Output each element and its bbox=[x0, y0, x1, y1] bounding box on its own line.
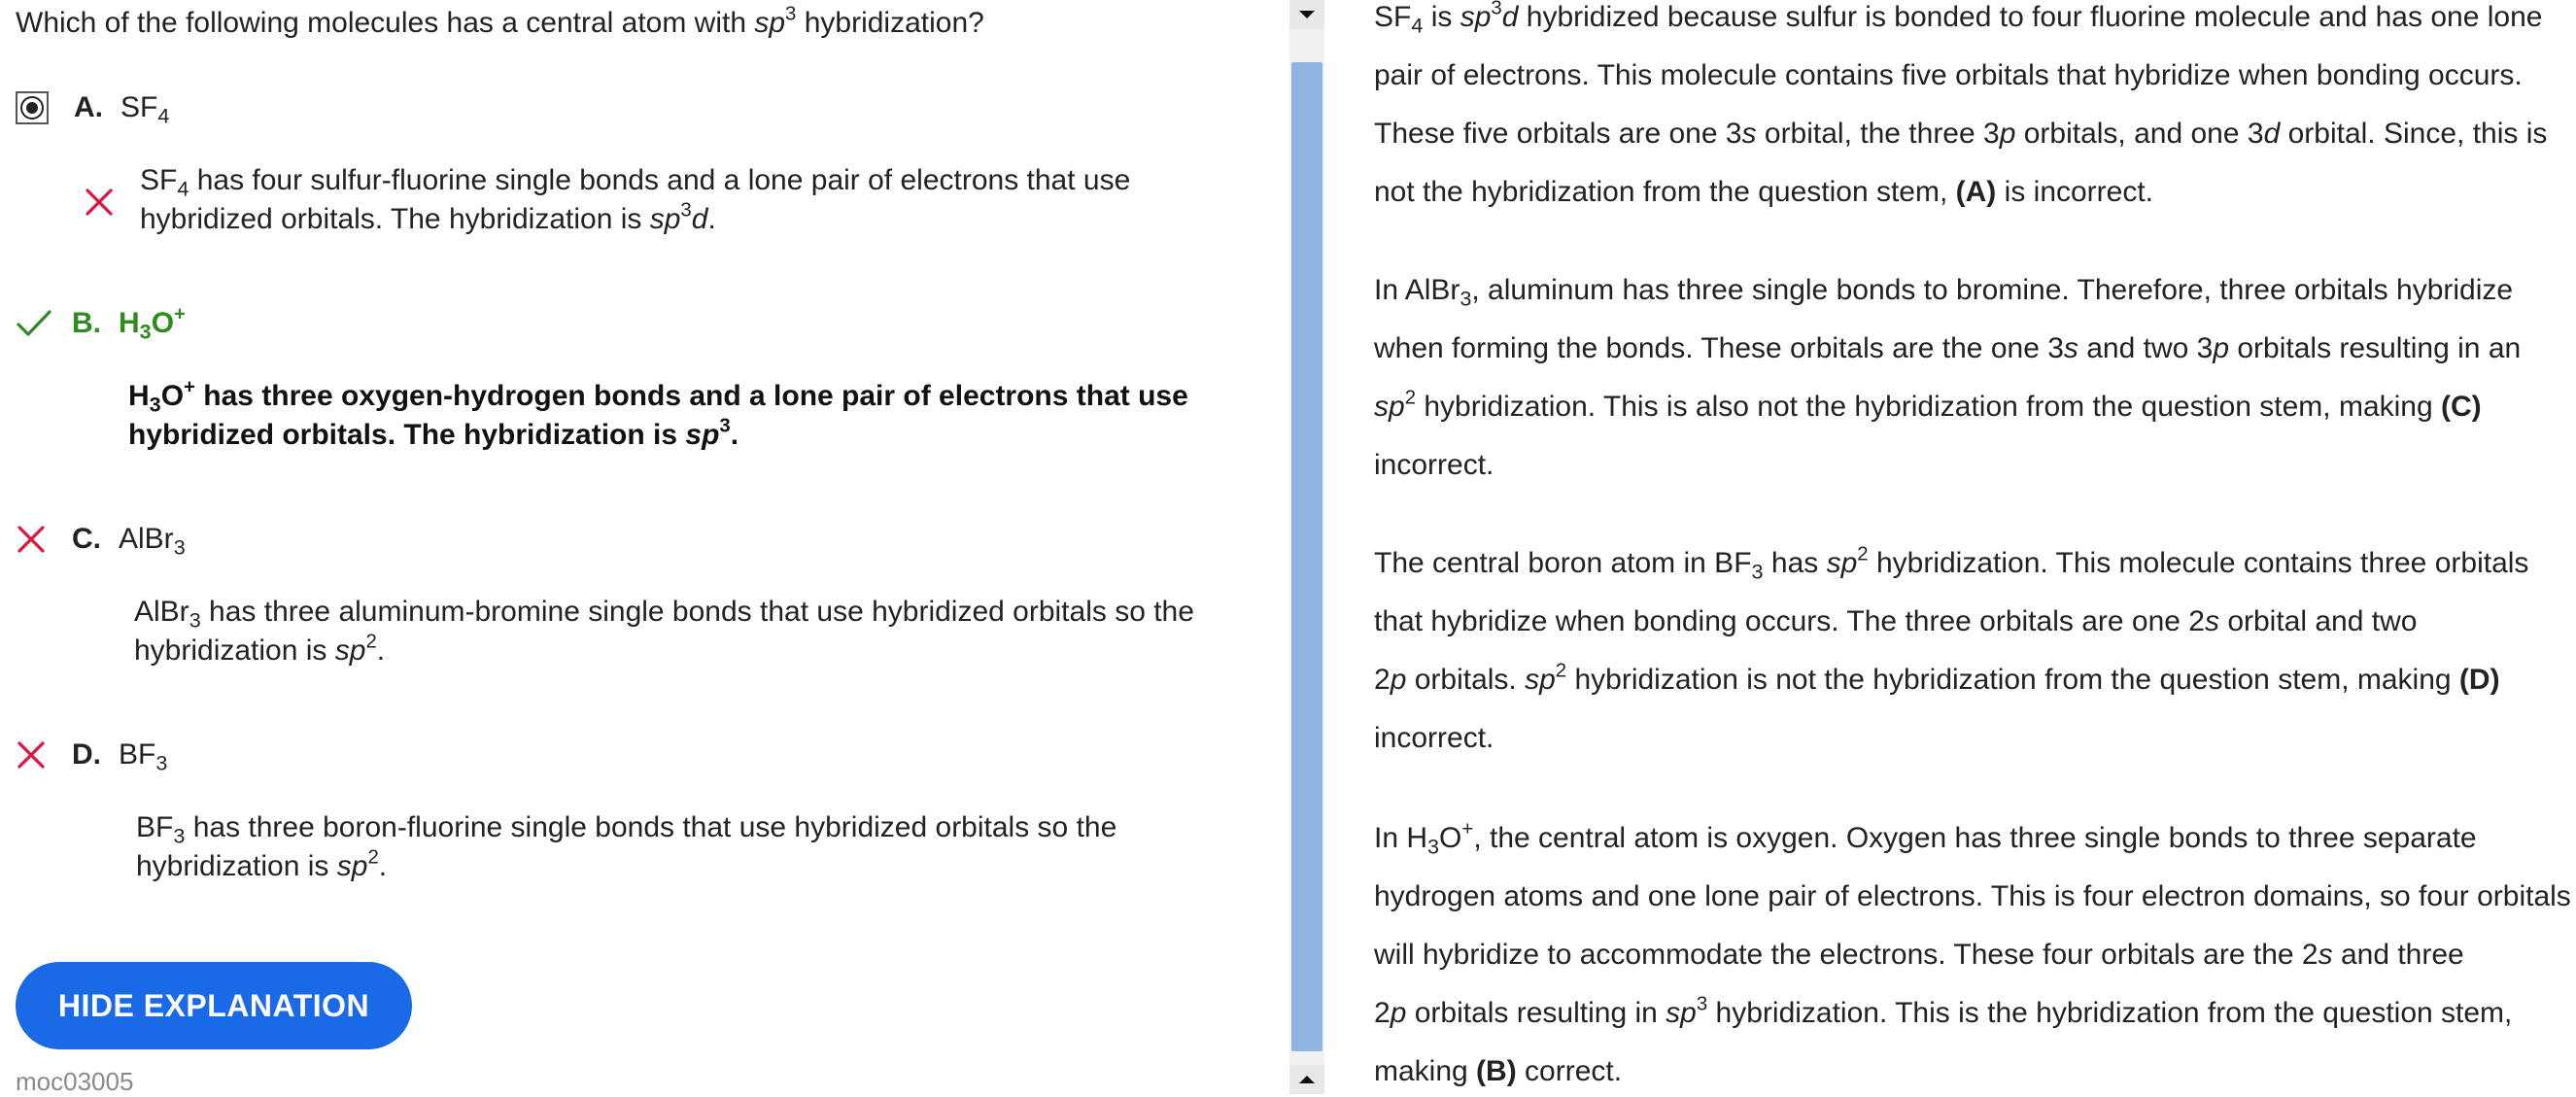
option-b-formula: $H_3O^+$ bbox=[119, 303, 186, 344]
question-sup: 3 bbox=[785, 3, 797, 25]
option-d-explanation: $BF_3$ has three boron-fluorine single bonds that use hybridized orbitals so the hybridization is $sp^2$. bbox=[136, 811, 1117, 882]
scroll-down-arrow-icon[interactable] bbox=[1289, 1065, 1324, 1094]
x-mark-icon bbox=[16, 524, 58, 555]
x-mark-icon bbox=[16, 739, 58, 771]
option-d[interactable] bbox=[16, 733, 167, 777]
option-a[interactable] bbox=[16, 86, 169, 130]
check-mark-icon bbox=[16, 309, 58, 338]
explanation-pane bbox=[1374, 0, 2576, 1094]
radio-selected-icon[interactable] bbox=[16, 91, 49, 124]
option-b[interactable] bbox=[16, 301, 186, 346]
explanation-paragraph-h3o: In $H_3O^+$, the central atom is oxygen. Oxygen has three single bonds to three separate hydrogen atoms and one lone pair of electrons. This is four electron domains, so four orbitals will hybridize to accommodate the electrons. These four orbitals are the 2s and three 2p orbitals resulting in $sp^3$ hybridization. This is the hybridization from the question stem, making (B) correct. bbox=[1374, 818, 2571, 1087]
question-id: moc03005 bbox=[16, 1067, 134, 1096]
question-text: Which of the following molecules has a central atom with bbox=[16, 7, 755, 39]
option-a-formula: $SF_4$ bbox=[120, 91, 170, 128]
option-c-formula: AlBr$_3$ bbox=[119, 523, 186, 560]
explanation-paragraph-albr3: In AlBr$_3$, aluminum has three single bonds to bromine. Therefore, three orbitals hybridize when forming the bonds. These orbitals are the one 3s and two 3p orbitals resulting in an $sp^2$ hybridization. This is also not the hybridization from the question stem, making (C) incorrect. bbox=[1374, 274, 2522, 481]
explanation-paragraph-bf3: The central boron atom in $BF_3$ has $sp^2$ hybridization. This molecule contains three orbitals that hybridize when bonding occurs. The three orbitals are one 2s orbital and two 2p orbitals. $sp^2$ hybridization is not the hybridization from the question stem, making (D) incorrect. bbox=[1374, 543, 2529, 754]
option-a-explanation: $SF_4$ has four sulfur-fluorine single bonds and a lone pair of electrons that use hybridized orbitals. The hybridization is $sp^3d$. bbox=[84, 161, 1130, 239]
option-d-formula: $BF_3$ bbox=[119, 738, 168, 775]
scroll-up-arrow-icon[interactable] bbox=[1289, 0, 1324, 29]
hide-explanation-button[interactable]: HIDE EXPLANATION bbox=[16, 962, 412, 1049]
x-mark-icon bbox=[84, 165, 126, 239]
option-b-explanation: $H_3O^+$ has three oxygen-hydrogen bonds and a lone pair of electrons that use hybridized orbitals. The hybridization is $sp^3$. bbox=[128, 376, 1188, 451]
option-c-letter: C. bbox=[72, 523, 101, 555]
question-pane bbox=[0, 0, 1288, 1094]
question-sp: sp bbox=[754, 7, 786, 39]
option-c[interactable] bbox=[16, 517, 186, 562]
scrollbar-thumb[interactable] bbox=[1291, 62, 1322, 1051]
option-c-explanation: AlBr$_3$ has three aluminum-bromine single bonds that use hybridized orbitals so the hybridization is $sp^2$. bbox=[134, 596, 1194, 667]
option-d-letter: D. bbox=[72, 738, 101, 771]
explanation-paragraph-sf4: $SF_4$ is $sp^3d$ hybridized because sulfur is bonded to four fluorine molecule and has one lone pair of electrons. This molecule contains five orbitals that hybridize when bonding occurs. These five orbitals are one 3s orbital, the three 3p orbitals, and one 3d orbital. Since, this is not the hybridization from the question stem, (A) is incorrect. bbox=[1374, 0, 2548, 208]
explanation-scrollbar[interactable] bbox=[1289, 0, 1324, 1094]
question-stem bbox=[16, 4, 984, 43]
option-a-letter: A. bbox=[74, 91, 103, 123]
option-b-letter: B. bbox=[72, 307, 101, 339]
question-text-end: hybridization? bbox=[796, 7, 984, 39]
